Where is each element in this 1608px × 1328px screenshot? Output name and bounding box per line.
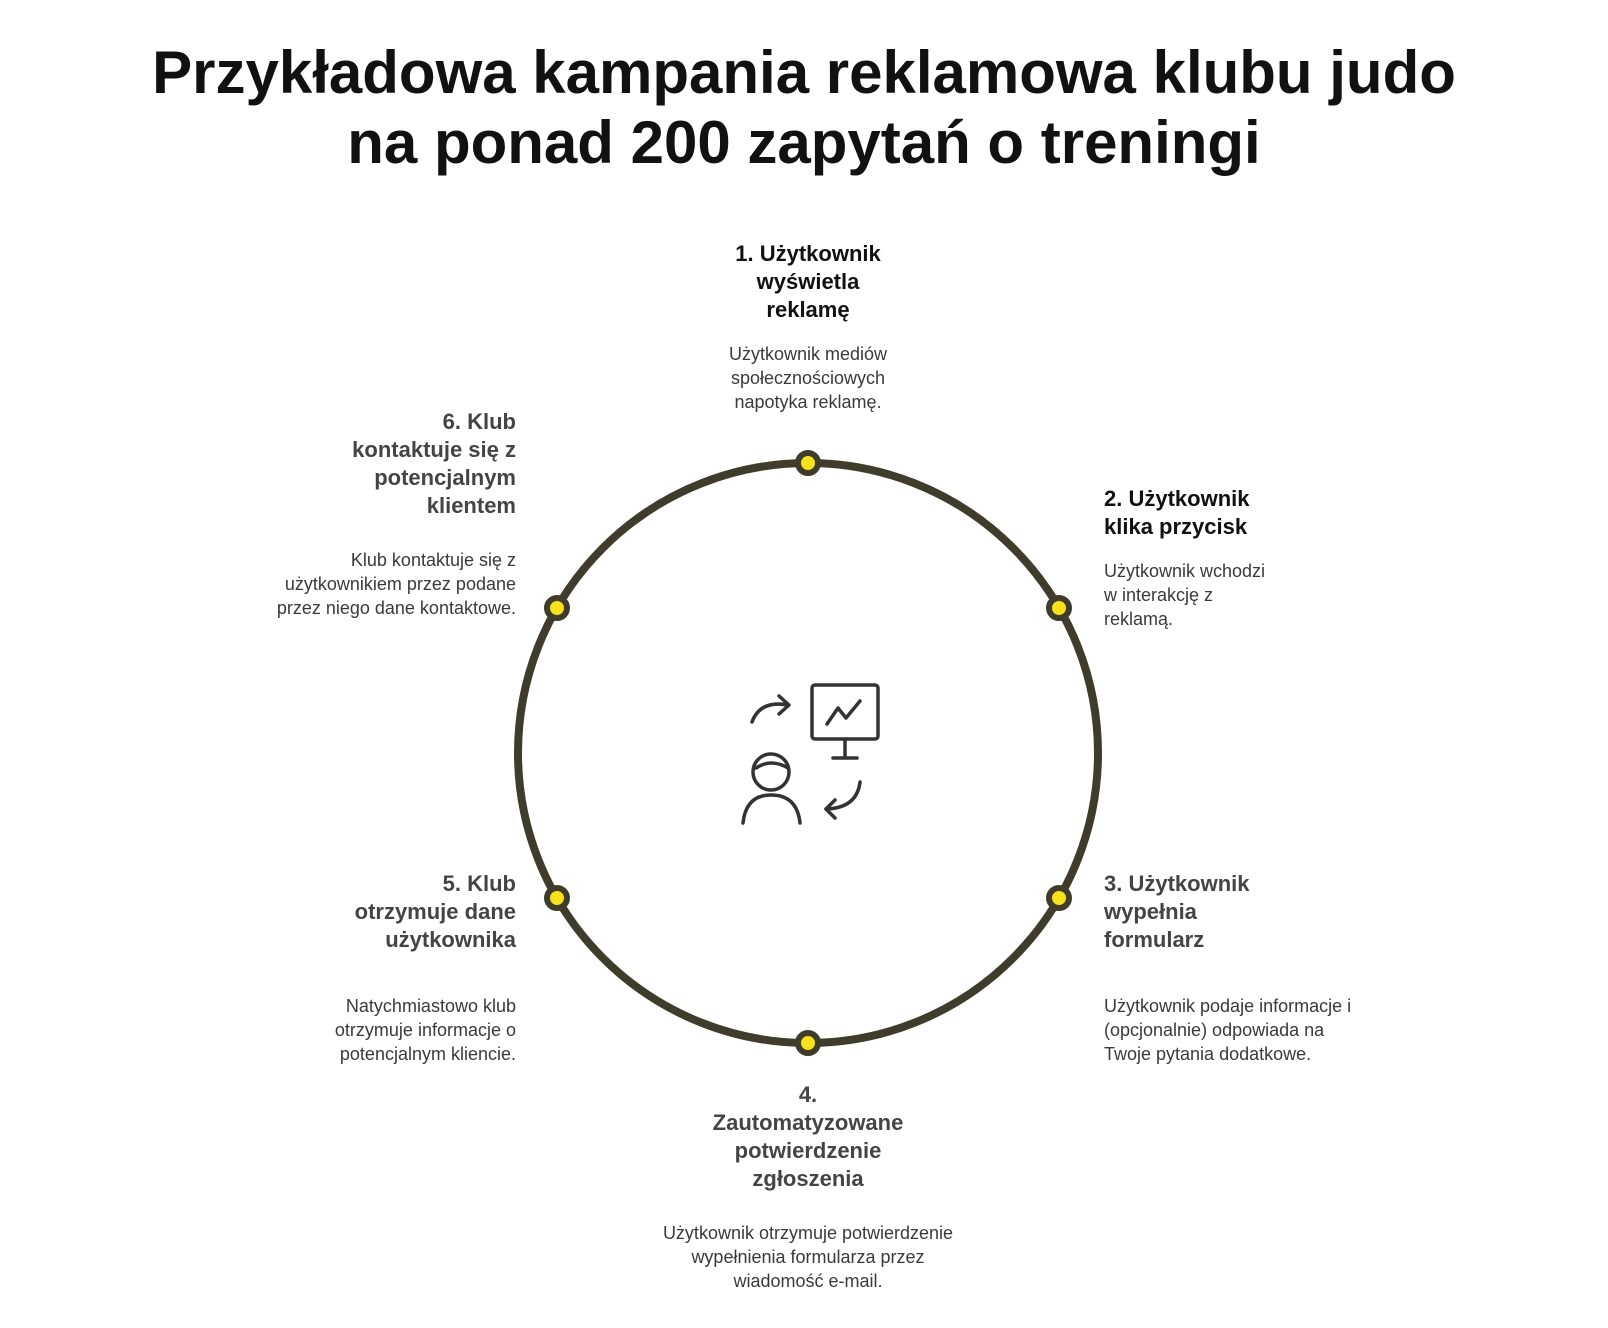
step-3-description <box>1104 994 1464 1066</box>
step-4 <box>598 1081 1018 1293</box>
step-1-desc-line: Użytkownik mediów <box>728 344 888 364</box>
step-3 <box>1104 870 1464 1066</box>
step-5-heading-line: otrzymuje dane <box>354 899 516 924</box>
step-3-heading-line: formularz <box>1104 927 1205 952</box>
step-5-heading-line: 5. Klub <box>442 871 516 896</box>
step-2-heading <box>1104 485 1444 541</box>
step-4-heading-line: potwierdzenie <box>734 1138 882 1163</box>
step-1-description <box>658 342 958 414</box>
step-6-heading-line: klientem <box>426 493 516 518</box>
step-6-desc-line: Klub kontaktuje się z <box>350 550 516 570</box>
step-6-heading-line: kontaktuje się z <box>352 437 516 462</box>
return-arrow-icon <box>826 782 860 818</box>
cycle-ring <box>518 463 1098 1043</box>
step-5 <box>196 870 516 1066</box>
step-3-desc-line: Twoje pytania dodatkowe. <box>1104 1044 1312 1064</box>
monitor-chart-icon <box>812 685 878 758</box>
step-6-heading <box>196 408 516 520</box>
step-1-heading-line: wyświetla <box>756 269 860 294</box>
step-6-node <box>547 598 567 618</box>
title-line-1: Przykładowa kampania reklamowa klubu judo <box>152 39 1456 106</box>
step-2-desc-line: reklamą. <box>1104 609 1174 629</box>
step-2-desc-line: w interakcję z <box>1104 585 1214 605</box>
step-2-heading-line: klika przycisk <box>1104 514 1248 539</box>
title-line-2: na ponad 200 zapytań o treningi <box>347 109 1261 176</box>
step-1-desc-line: napotyka reklamę. <box>734 392 882 412</box>
step-6 <box>196 408 516 620</box>
step-5-heading <box>196 870 516 954</box>
user-ad-interaction-icon <box>743 685 878 823</box>
step-6-desc-line: użytkownikiem przez podane <box>284 574 516 594</box>
step-4-heading-line: Zautomatyzowane <box>712 1110 904 1135</box>
step-3-heading-line: wypełnia <box>1104 899 1197 924</box>
step-4-desc-line: wypełnienia formularza przez <box>691 1247 925 1267</box>
step-5-desc-line: potencjalnym kliencie. <box>339 1044 516 1064</box>
step-1-heading-line: 1. Użytkownik <box>735 241 881 266</box>
step-4-node <box>798 1033 818 1053</box>
step-2-heading-line: 2. Użytkownik <box>1104 486 1250 511</box>
step-3-heading-line: 3. Użytkownik <box>1104 871 1250 896</box>
step-5-description <box>196 994 516 1066</box>
step-4-heading-line: zgłoszenia <box>752 1166 864 1191</box>
step-3-desc-line: Użytkownik podaje informacje i <box>1104 996 1352 1016</box>
step-1-node <box>798 453 818 473</box>
step-5-desc-line: otrzymuje informacje o <box>334 1020 516 1040</box>
step-1 <box>658 240 958 414</box>
step-5-node <box>547 888 567 908</box>
forward-arrow-icon <box>752 696 789 722</box>
user-icon <box>743 754 800 823</box>
step-2-node <box>1049 598 1069 618</box>
step-6-desc-line: przez niego dane kontaktowe. <box>276 598 516 618</box>
step-4-heading <box>598 1081 1018 1193</box>
step-5-heading-line: użytkownika <box>385 927 516 952</box>
step-1-heading <box>658 240 958 324</box>
step-3-desc-line: (opcjonalnie) odpowiada na <box>1104 1020 1325 1040</box>
step-6-heading-line: potencjalnym <box>374 465 516 490</box>
step-2-desc-line: Użytkownik wchodzi <box>1104 561 1266 581</box>
step-4-desc-line: wiadomość e-mail. <box>733 1271 883 1291</box>
step-6-description <box>196 548 516 620</box>
step-5-desc-line: Natychmiastowo klub <box>345 996 516 1016</box>
step-3-heading <box>1104 870 1464 954</box>
step-1-desc-line: społecznościowych <box>730 368 886 388</box>
step-4-heading-line: 4. <box>798 1082 818 1107</box>
step-1-heading-line: reklamę <box>766 297 850 322</box>
step-6-heading-line: 6. Klub <box>442 409 516 434</box>
step-2 <box>1104 485 1444 631</box>
step-4-desc-line: Użytkownik otrzymuje potwierdzenie <box>662 1223 954 1243</box>
step-2-description <box>1104 559 1444 631</box>
step-4-description <box>598 1221 1018 1293</box>
step-3-node <box>1049 888 1069 908</box>
